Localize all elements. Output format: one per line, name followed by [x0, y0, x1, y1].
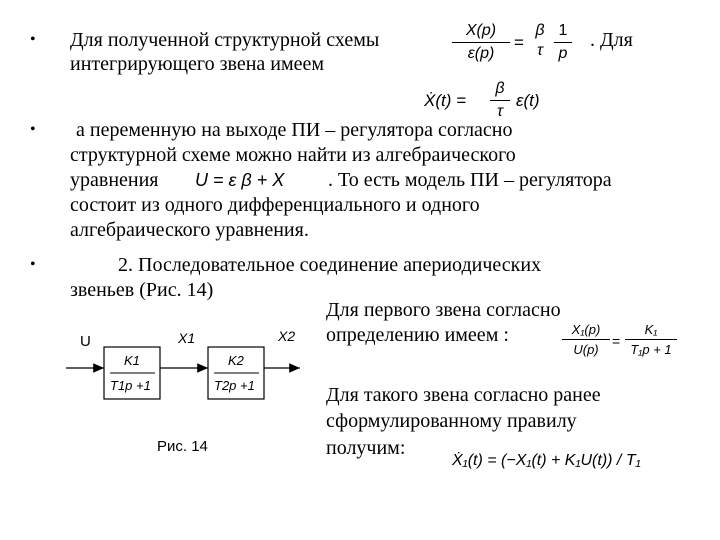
tf-num: X(p): [465, 22, 497, 39]
x1-num: X₁(p): [571, 322, 601, 337]
right-p1-line2: определению имеем :: [326, 324, 509, 346]
right-p2-line3: получим:: [326, 437, 406, 459]
bullet-1: •: [30, 31, 36, 48]
x1dot-formula: Ẋ₁(t) = (−X₁(t) + K₁U(t)) / T₁: [452, 452, 641, 469]
b2-line3-end: . То есть модель ПИ – регулятора: [328, 169, 612, 191]
b3-line1: 2. Последовательное соединение апериодических: [118, 254, 542, 276]
xdot-rhs: ε(t): [516, 91, 540, 110]
b2-line2: структурной схеме можно найти из алгебраического: [70, 144, 516, 166]
b2-line5: алгебраического уравнения.: [70, 219, 309, 241]
b3-line2: звеньев (Рис. 14): [70, 279, 214, 301]
tf-eq: =: [514, 33, 524, 52]
block-2-den: T2p +1: [214, 378, 255, 393]
tf-beta-num: β: [535, 22, 545, 39]
tf-one-num: 1: [558, 22, 568, 39]
xdot-num: β: [495, 80, 505, 97]
right-p2-line1: Для такого звена согласно ранее: [326, 384, 601, 406]
b1-line1: Для полученной структурной схемы: [70, 29, 380, 51]
tf-one-den: p: [558, 45, 568, 62]
x1-k-num: K₁: [644, 322, 658, 337]
u-equation: U = ε β + X: [195, 170, 285, 190]
x1-den: U(p): [573, 342, 599, 357]
x1-k-den: T₁p + 1: [630, 342, 672, 357]
block-2-num: K2: [228, 353, 244, 368]
xdot-den: τ: [497, 103, 503, 120]
diagram-input-label: U: [80, 333, 91, 350]
block-1-den: T1p +1: [110, 378, 151, 393]
right-p1-line1: Для первого звена согласно: [326, 299, 561, 321]
b2-line1: а переменную на выходе ПИ – регулятора согласно: [76, 119, 513, 141]
bullet-2: •: [30, 121, 36, 138]
xdot-lhs: Ẋ(t) =: [424, 91, 467, 110]
tf-den: ε(p): [467, 45, 495, 62]
bullet-3: •: [30, 256, 36, 273]
figure-caption: Рис. 14: [157, 438, 208, 455]
b2-line3-start: уравнения: [70, 169, 159, 191]
diagram-mid-label: X1: [178, 330, 196, 346]
right-p2-line2: сформулированному правилу: [326, 410, 577, 432]
x1-eq: =: [612, 333, 621, 349]
b2-line4: состоит из одного дифференциального и одного: [70, 194, 480, 216]
diagram-output-label: X2: [278, 328, 296, 344]
tf-beta-den: τ: [537, 42, 543, 59]
b1-line2: интегрирующего звена имеем: [70, 53, 325, 75]
b1-line1-end: . Для: [590, 29, 633, 51]
block-1-num: K1: [124, 353, 140, 368]
